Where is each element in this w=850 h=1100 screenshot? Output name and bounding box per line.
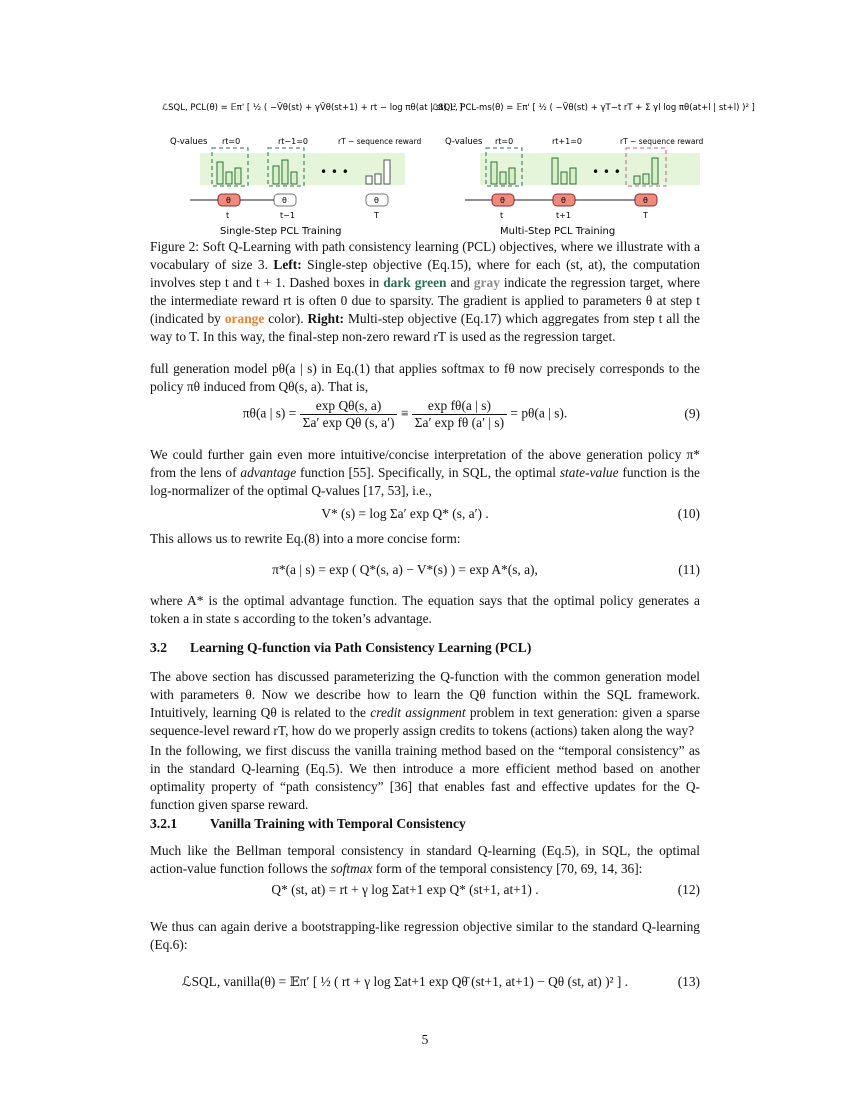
left-bar xyxy=(291,172,297,184)
right-bar xyxy=(634,176,640,184)
right-step-label-2: rt+1=0 xyxy=(552,137,583,146)
left-bar xyxy=(226,172,232,184)
paragraph-6: In the following, we first discuss the vanilla training method based on the “temporal consistency” as in the standard Q-learning (Eq.5). We then introduce a more efficient method based on another optimality property of “path consistency” [36] that enables fast and effective updates for the Q-function given sparse reward. xyxy=(150,743,700,812)
eq9-den-2: Σa′ exp fθ (a′ | s) xyxy=(414,415,505,430)
left-loss-formula: ℒSQL, PCL(θ) = 𝔼π' [ ½ ( −V̄θ(st) + γV̄θ(st+1) + rt − log πθ(at | st) )² ] xyxy=(162,103,463,113)
equation-9-body xyxy=(150,398,660,431)
eq9-rhs: = pθ(a | s). xyxy=(510,405,568,421)
para7-text-a: Much like the Bellman temporal consistency in standard Q-learning (Eq.5), in SQL, the optimal action-value function follows the xyxy=(150,843,700,876)
left-bar xyxy=(282,160,288,184)
para2-text-c: function is the log-normalizer of the optimal Q-values [17, 53], i.e., xyxy=(150,465,700,498)
section-3-2-number: 3.2 xyxy=(150,640,167,655)
eq9-lhs: πθ(a | s) = xyxy=(242,405,297,421)
paragraph-1: full generation model pθ(a | s) in Eq.(1) that applies softmax to fθ now precisely corresponds to the policy πθ induced from Qθ(s, a). That is, xyxy=(150,361,700,394)
right-panel-title: Multi-Step PCL Training xyxy=(500,226,616,237)
para5-text-b: problem in text generation: given a sparse sequence-level reward rT, how do we properly assign credits to tokens (actions) taken along the way? xyxy=(150,705,700,738)
para5-credit-assignment: credit assignment xyxy=(370,705,466,720)
eq9-den-1: Σa′ exp Qθ (s, a′) xyxy=(302,415,395,430)
caption-left-label: Left: xyxy=(273,257,302,272)
left-time-3: T xyxy=(374,211,379,220)
right-bar xyxy=(561,172,567,184)
right-bar xyxy=(643,174,649,184)
caption-dark-green: dark green xyxy=(383,275,447,290)
caption-orange: orange xyxy=(224,311,265,326)
left-step-label-3: rT − sequence reward xyxy=(338,137,422,146)
right-time-3: T xyxy=(643,211,648,220)
left-step-label-2: rt−1=0 xyxy=(278,137,309,146)
eq9-number: (9) xyxy=(684,406,700,421)
right-step-label-3: rT − sequence reward xyxy=(620,137,704,146)
caption-color-text: color). xyxy=(268,311,304,326)
right-theta-label-1: θ xyxy=(500,196,505,205)
right-bar xyxy=(500,172,506,184)
right-bar xyxy=(652,158,658,184)
left-bar xyxy=(384,160,390,184)
left-bar xyxy=(366,176,372,184)
para5-text-a: The above section has discussed parameterizing the Q-function with the common generation model with parameters θ. Now we describe how to learn the Qθ function within the SQL framework. Intuitively, learning Qθ is related to the xyxy=(150,669,700,720)
left-panel-title: Single-Step PCL Training xyxy=(220,226,342,237)
paragraph-2 xyxy=(150,446,700,500)
caption-gray: gray xyxy=(473,275,500,290)
left-bar xyxy=(273,166,279,184)
eq9-num-2: exp fθ(a | s) xyxy=(412,398,507,415)
left-bar xyxy=(217,162,223,184)
para2-state-value: state-value xyxy=(559,465,619,480)
section-3-2-1-number: 3.2.1 xyxy=(150,816,178,831)
caption-lead: Figure 2: Soft Q-Learning with path consistency learning (PCL) objectives, where we illustrate with a vocabulary of size 3. xyxy=(150,239,700,272)
eq9-equiv: ≡ xyxy=(400,405,409,421)
section-3-2-1-title: Vanilla Training with Temporal Consistency xyxy=(210,816,466,831)
right-bar xyxy=(491,162,497,184)
right-q-values-label: Q-values xyxy=(445,137,483,147)
eq12-body: Q* (st, at) = rt + γ log Σat+1 exp Q* (st+1, at+1) . xyxy=(271,882,539,897)
eq11-number: (11) xyxy=(678,562,700,577)
right-bar xyxy=(509,168,515,184)
eq9-frac-1 xyxy=(300,398,398,431)
figure-2 xyxy=(160,88,755,238)
right-ellipsis: • • • xyxy=(592,165,621,179)
para2-text-b: function [55]. Specifically, in SQL, the optimal xyxy=(300,465,556,480)
eq13-number: (13) xyxy=(677,974,700,989)
right-theta-label-2: θ xyxy=(561,196,566,205)
left-ellipsis: • • • xyxy=(320,165,349,179)
caption-right-text: Multi-step objective (Eq.17) which aggregates from step t all the way to T. In this way, the final-step non-zero reward rT is used as the regression target. xyxy=(150,311,701,344)
paragraph-4: where A* is the optimal advantage function. The equation says that the optimal policy generates a token a in state s according to the token’s advantage. xyxy=(150,593,700,626)
paragraph-5 xyxy=(150,668,700,740)
para7-softmax: softmax xyxy=(330,861,373,876)
page-number: 5 xyxy=(421,1032,429,1047)
left-time-1: t xyxy=(226,211,230,220)
caption-and: and xyxy=(450,275,470,290)
left-theta-label-1: θ xyxy=(226,196,231,205)
left-theta-label-3: θ xyxy=(374,196,379,205)
left-q-values-label: Q-values xyxy=(170,137,208,147)
eq11-body: π*(a | s) = exp ( Q*(s, a) − V*(s) ) = exp A*(s, a), xyxy=(272,562,538,577)
right-bar xyxy=(570,168,576,184)
eq12-number: (12) xyxy=(677,882,700,897)
pcl-diagram xyxy=(160,88,755,238)
right-time-1: t xyxy=(500,211,504,220)
para7-text-b: form of the temporal consistency [70, 69, 14, 36]: xyxy=(375,861,643,876)
section-3-2-title: Learning Q-function via Path Consistency Learning (PCL) xyxy=(190,640,532,655)
equation-13 xyxy=(150,966,700,1000)
caption-mid-text: indicate the regression target, where the intermediate reward rt is often 0 due to sparsity. The gradient is applied to parameters θ at step t (indicated by xyxy=(150,275,700,326)
left-theta-label-2: θ xyxy=(282,196,287,205)
eq9-frac-2 xyxy=(412,398,507,431)
eq13-body: ℒSQL, vanilla(θ) = 𝔼π′ [ ½ ( rt + γ log Σat+1 exp Qθ̄ (st+1, at+1) − Qθ (st, at) )² ] . xyxy=(181,974,629,989)
paragraph-8: We thus can again derive a bootstrapping-like regression objective similar to the standard Q-learning (Eq.6): xyxy=(150,919,700,952)
caption-left-text: Single-step objective (Eq.15), where for each (st, at), the computation involves step t and t + 1. Dashed boxes in xyxy=(150,257,701,290)
paragraph-7 xyxy=(150,842,700,878)
paragraph-3: This allows us to rewrite Eq.(8) into a more concise form: xyxy=(150,531,461,546)
left-bar xyxy=(235,168,241,184)
right-loss-formula: ℒSQL, PCL-ms(θ) = 𝔼π' [ ½ ( −V̄θ(st) + γT−t rT + Σ γl log πθ(at+l | st+l) )² ] xyxy=(432,103,755,113)
para2-text-a: We could further gain even more intuitive/concise interpretation of the above generation policy π* from the lens of xyxy=(150,447,700,480)
eq10-number: (10) xyxy=(677,506,700,521)
right-step-label-1: rt=0 xyxy=(495,137,514,146)
equation-12 xyxy=(150,878,700,912)
right-bar xyxy=(552,158,558,184)
left-step-label-1: rt=0 xyxy=(222,137,241,146)
right-theta-label-3: θ xyxy=(643,196,648,205)
section-3-2-1-heading xyxy=(150,816,700,832)
eq10-body: V* (s) = log Σa′ exp Q* (s, a′) . xyxy=(321,506,489,521)
equation-9 xyxy=(150,398,700,432)
figure-caption xyxy=(150,238,700,346)
caption-right-label: Right: xyxy=(307,311,344,326)
right-time-2: t+1 xyxy=(556,211,571,220)
left-bar xyxy=(375,174,381,184)
section-3-2-heading xyxy=(150,640,700,656)
equation-11 xyxy=(150,556,700,590)
para2-advantage: advantage xyxy=(240,465,297,480)
eq9-num-1: exp Qθ(s, a) xyxy=(300,398,398,415)
left-time-2: t−1 xyxy=(280,211,295,220)
